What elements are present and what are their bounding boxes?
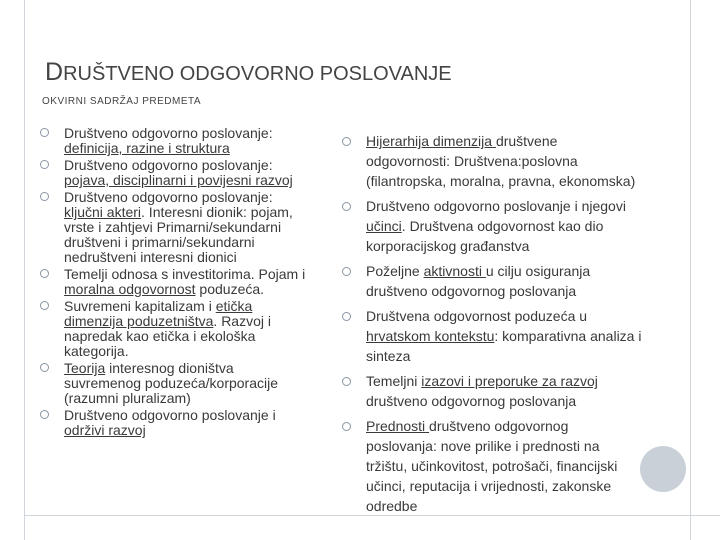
list-item [40,126,312,156]
right-topic-list [342,131,642,521]
item-underlined: održivi razvoj [64,422,146,438]
list-item [40,190,312,265]
frame-line-left [24,0,25,540]
bullet-icon [342,267,351,276]
item-text: Društveno odgovorno poslovanje i njegovi [366,198,626,214]
list-item [342,371,642,411]
item-underlined: definicija, razine i struktura [64,140,230,156]
item-text-tail: . Društvena odgovornost kao dio korporacijskog građanstva [366,218,604,254]
item-underlined: Prednosti [366,418,430,434]
item-text: Društveno odgovorno poslovanje: [64,125,273,141]
item-text: Društveno odgovorno poslovanje i [64,407,276,423]
bullet-icon [342,312,351,321]
list-item [40,299,312,359]
page-title [45,58,452,87]
item-text-tail: u cilju osiguranja društveno odgovornog poslovanja [366,263,591,299]
item-text-tail: poduzeća. [195,281,265,297]
bullet-icon [40,410,49,419]
left-topic-list [40,126,312,440]
bullet-icon [342,137,351,146]
bullet-icon [342,202,351,211]
frame-line-right [690,0,691,540]
list-item [342,306,642,366]
list-item [342,261,642,301]
item-underlined: pojava, disciplinarni i povijesni razvoj [64,172,293,188]
list-item [342,416,642,516]
item-text-tail: interesnog dioništva suvremenog poduzeća/korporacije (razumni pluralizam) [64,360,279,406]
item-underlined: hrvatskom kontekstu [366,328,495,344]
list-item [40,158,312,188]
bullet-icon [40,192,49,201]
list-item [342,131,642,191]
item-text-tail: društvene odgovornosti: Društvena:poslovna (filantropska, moralna, pravna, ekonomska) [366,133,636,189]
item-underlined: Hijerarhija dimenzija [366,133,496,149]
item-underlined: moralna odgovornost [64,281,196,297]
item-text: Društveno odgovorno poslovanje: [64,189,273,205]
item-text-tail: društveno odgovornog poslovanja [366,393,577,409]
page-subtitle: OKVIRNI SADRŽAJ PREDMETA [42,96,202,107]
item-underlined: ključni akteri [64,204,142,220]
item-text: Društveno odgovorno poslovanje: [64,157,273,173]
item-text-tail: . Razvoj i napredak kao etička i ekološka kategorija. [64,313,271,359]
item-underlined: učinci [366,218,402,234]
bullet-icon [40,363,49,372]
bullet-icon [40,269,49,278]
decorative-circle [640,446,686,492]
item-text-tail: : komparativna analiza i sinteza [366,328,642,364]
item-underlined: etička dimenzija poduzetništva [64,298,253,329]
item-text: Društvena odgovornost poduzeća u [366,308,588,324]
title-rest: RUŠTVENO ODGOVORNO POSLOVANJE [63,63,452,85]
list-item [40,361,312,406]
item-text: Suvremeni kapitalizam i [64,298,216,314]
item-text: Temelji odnosa s investitorima. Pojam i [64,266,306,282]
bullet-icon [40,301,49,310]
item-underlined: Teorija [64,360,106,376]
item-text: Temeljni [366,373,422,389]
bullet-icon [342,377,351,386]
bullet-icon [40,128,49,137]
list-item [40,408,312,438]
item-underlined: aktivnosti [423,263,486,279]
item-text-tail: . Interesni dionik: pojam, vrste i zahtjevi Primarni/sekundarni društveni i primarni/sekundarni nedruštveni interesni dionici [64,204,293,265]
bullet-icon [40,160,49,169]
bullet-icon [342,422,351,431]
list-item [342,196,642,256]
list-item [40,267,312,297]
item-text-tail: društveno odgovornog poslovanja: nove prilike i prednosti na tržištu, učinkovitost, potrošači, financijski učinci, reputacija i vrijednosti, zakonske odredbe [366,418,618,514]
item-underlined: izazovi i preporuke za razvoj [421,373,598,389]
title-first-letter: D [45,58,64,86]
item-text: Poželjne [366,263,424,279]
